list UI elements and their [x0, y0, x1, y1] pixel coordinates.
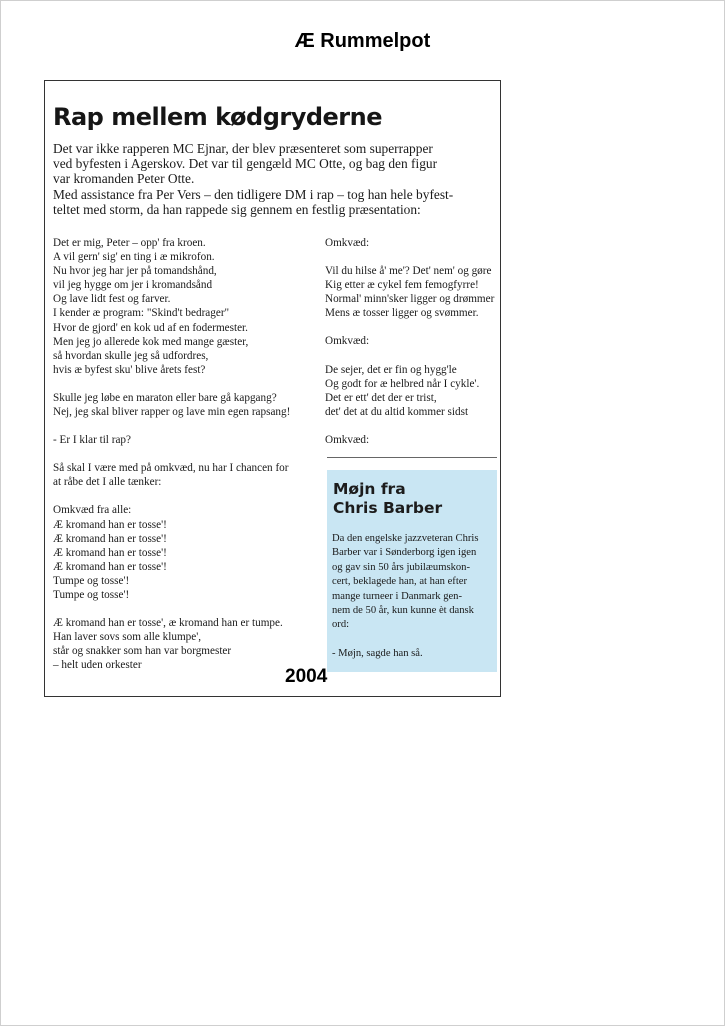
- lyric-line: Skulle jeg løbe en maraton eller bare gå kapgang?: [53, 391, 277, 404]
- sidebar-title-line: Chris Barber: [333, 498, 443, 517]
- sidebar-line: nem de 50 år, kun kunne èt dansk: [332, 605, 474, 617]
- intro-line: Det var ikke rapperen MC Ejnar, der blev præsenteret som superrapper: [53, 141, 433, 156]
- sidebar-line: mange turneer i Danmark gen-: [332, 590, 463, 602]
- lyric-line: Nu hvor jeg har jer på tomandshånd,: [53, 265, 217, 278]
- lyric-line: Normal' minn'sker ligger og drømmer: [325, 293, 495, 306]
- lyric-line: Omkvæd:: [325, 237, 370, 249]
- lyric-line: - Er I klar til rap?: [53, 434, 131, 447]
- lyric-line: Men jeg jo allerede kok med mange gæster,: [53, 335, 249, 348]
- lyric-line: Æ kromand han er tosse'!: [53, 532, 167, 545]
- lyric-line: Tumpe og tosse'!: [53, 588, 130, 601]
- sidebar-line: og gav sin 50 års jubilæumskon-: [332, 561, 471, 573]
- newspaper-clipping: [44, 80, 501, 697]
- lyric-line: Æ kromand han er tosse'!: [53, 518, 167, 531]
- intro-line: teltet med storm, da han rappede sig gennem en festlig præsentation:: [53, 201, 421, 217]
- lyric-line: A vil gern' sig' en ting i æ mikrofon.: [53, 251, 215, 264]
- lyric-line: Æ kromand han er tosse', æ kromand han er tumpe.: [53, 617, 283, 630]
- lyric-line: Omkvæd:: [325, 335, 370, 348]
- sidebar-line: - Møjn, sagde han så.: [332, 647, 423, 659]
- page-title: Æ Rummelpot: [294, 30, 431, 52]
- column-divider: [327, 457, 497, 458]
- article-intro: [53, 141, 498, 217]
- lyric-line: vil jeg hygge om jer i kromandsånd: [53, 279, 213, 292]
- lyric-line: – helt uden orkester: [53, 659, 142, 672]
- lyric-line: Tumpe og tosse'!: [53, 574, 130, 587]
- lyric-line: I kender æ program: "Skind't bedrager": [53, 307, 230, 320]
- lyric-line: det' det at du altid kommer sidst: [325, 405, 469, 418]
- lyric-line: Han laver sovs som alle klumpe',: [53, 631, 202, 644]
- lyric-line: at råbe det I alle tænker:: [53, 476, 162, 489]
- lyric-line: så hvordan skulle jeg så udfordres,: [53, 349, 209, 362]
- lyric-line: Så skal I være med på omkvæd, nu har I chancen for: [53, 462, 289, 475]
- lyric-line: Hvor de gjord' en kok ud af en fodermester.: [53, 321, 248, 334]
- intro-line: var kromanden Peter Otte.: [53, 171, 195, 187]
- article-headline: Rap mellem kødgryderne: [53, 103, 383, 131]
- lyrics-right-column: [325, 236, 501, 447]
- lyric-line: Omkvæd:: [325, 433, 370, 446]
- lyric-line: Og lave lidt fest og farver.: [53, 293, 171, 306]
- sidebar-line: ord:: [332, 619, 350, 631]
- year-label: 2004: [285, 666, 328, 687]
- lyric-line: Æ kromand han er tosse'!: [53, 546, 167, 559]
- sidebar-line: cert, beklagede han, at han efter: [332, 576, 467, 588]
- lyric-line: Æ kromand han er tosse'!: [53, 560, 167, 573]
- lyric-line: Mens æ tosser ligger og svømmer.: [325, 307, 479, 320]
- sidebar-line: Da den engelske jazzveteran Chris: [332, 533, 479, 544]
- lyric-line: Nej, jeg skal bliver rapper og lave min egen rapsang!: [53, 406, 291, 419]
- sidebar-title-line: Møjn fra: [333, 480, 406, 498]
- lyric-line: Det er mig, Peter – opp' fra kroen.: [53, 237, 206, 249]
- lyric-line: De sejer, det er fin og hygg'le: [325, 363, 457, 376]
- lyric-line: Det er ett' det der er trist,: [325, 391, 437, 404]
- lyric-line: Kig etter æ cykel fem femogfyrre!: [325, 279, 479, 292]
- lyrics-left-column: [53, 236, 328, 672]
- lyric-line: hvis æ byfest sku' blive årets fest?: [53, 363, 206, 376]
- sidebar-body: [332, 532, 497, 661]
- sidebar-line: Barber var i Sønderborg igen igen: [332, 547, 477, 559]
- sidebar-title: [333, 480, 442, 517]
- intro-line: ved byfesten i Agerskov. Det var til gengæld MC Otte, og bag den figur: [53, 156, 438, 172]
- lyric-line: Omkvæd fra alle:: [53, 504, 132, 517]
- sidebar-box: [327, 470, 497, 672]
- lyric-line: Og godt for æ helbred når I cykle'.: [325, 377, 480, 390]
- intro-line: Med assistance fra Per Vers – den tidligere DM i rap – tog han hele byfest-: [53, 186, 454, 202]
- lyric-line: står og snakker som han var borgmester: [53, 645, 232, 658]
- lyric-line: Vil du hilse å' me'? Det' nem' og gøre: [325, 265, 492, 278]
